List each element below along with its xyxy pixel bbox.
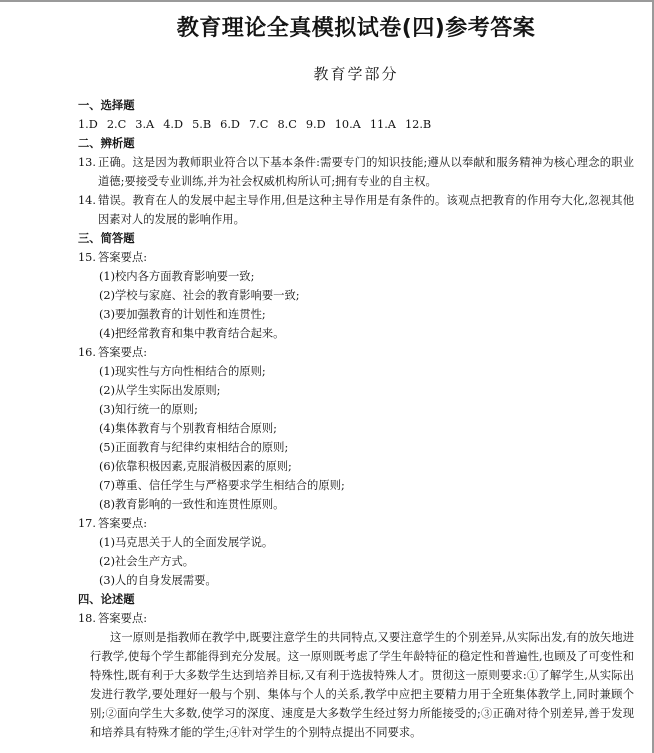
question-answer-text: 正确。这是因为教师职业符合以下基本条件:需要专门的知识技能;遵从以奉献和服务精神为核心理念的职业道德;要接受专业训练,并为社会权威机构所认可;拥有专业的自主权。 <box>98 156 634 188</box>
question-18 <box>78 609 634 628</box>
answer-lead: 答案要点: <box>98 346 147 359</box>
answer-content <box>78 96 634 742</box>
choice-answer: 3.A <box>135 118 155 131</box>
question-number: 16. <box>78 346 96 359</box>
question-15 <box>78 248 634 267</box>
answer-point: (2)学校与家庭、社会的教育影响要一致; <box>99 289 300 302</box>
document-title: 教育理论全真模拟试卷(四)参考答案 <box>176 16 536 41</box>
answer-point: (7)尊重、信任学生与严格要求学生相结合的原则; <box>99 479 345 492</box>
choice-answer: 4.D <box>163 118 184 131</box>
answer-point: (3)知行统一的原则; <box>99 403 198 416</box>
section-heading-short-answer: 三、简答题 <box>78 232 135 245</box>
choice-answer: 1.D <box>78 118 98 131</box>
question-number: 17. <box>78 517 96 530</box>
choice-answer: 8.C <box>277 118 297 131</box>
question-number: 18. <box>78 612 96 625</box>
answer-lead: 答案要点: <box>98 251 147 264</box>
question-number: 15. <box>78 251 96 264</box>
answer-point: (1)校内各方面教育影响要一致; <box>99 270 255 283</box>
answer-point: (1)现实性与方向性相结合的原则; <box>99 365 266 378</box>
answer-lead: 答案要点: <box>98 517 147 530</box>
answer-point: (2)从学生实际出发原则; <box>99 384 221 397</box>
answer-lead: 答案要点: <box>98 612 147 625</box>
choice-answer: 11.A <box>369 118 396 131</box>
section-subtitle: 教育学部分 <box>313 65 399 83</box>
question-answer-text: 错误。教育在人的发展中起主导作用,但是这种主导作用是有条件的。该观点把教育的作用夸大化,忽视其他因素对人的发展的影响作用。 <box>98 194 634 226</box>
choice-answer: 6.D <box>220 118 240 131</box>
question-16 <box>78 343 634 362</box>
essay-answer-text: 这一原则是指教师在教学中,既要注意学生的共同特点,又要注意学生的个别差异,从实际出发,有的放矢地进行教学,使每个学生都能得到充分发展。这一原则既考虑了学生年龄特征的稳定性和普遍性,也顾及了可变性和特殊性,既有利于大多数学生达到培养目标,又有利于选拔特殊人才。贯彻这一原则要求:①了解学生,从实际出发进行教学,要处理好一般与个别、集体与个人的关系,教学中应把主要精力用于全班集体教学上,同时兼顾个别;②面向学生大多数,使学习的深度、速度是大多数学生经过努力所能接受的;③正确对待个别差异,善于发现和培养具有特殊才能的学生;④针对学生的个别特点提出不同要求。 <box>90 631 634 739</box>
answer-point: (3)人的自身发展需要。 <box>99 574 217 587</box>
question-13 <box>78 153 634 191</box>
question-17 <box>78 514 634 533</box>
question-number: 13. <box>78 156 96 169</box>
choice-answer: 7.C <box>249 118 269 131</box>
question-14 <box>78 191 634 229</box>
answer-point: (2)社会生产方式。 <box>99 555 195 568</box>
choice-answer: 12.B <box>404 118 432 131</box>
answer-point: (5)正面教育与纪律约束相结合的原则; <box>99 441 289 454</box>
answer-point: (4)把经常教育和集中教育结合起来。 <box>99 327 285 340</box>
choice-answers <box>78 115 634 134</box>
section-heading-essay: 四、论述题 <box>78 593 135 606</box>
answer-point: (4)集体教育与个别教育相结合原则; <box>99 422 277 435</box>
choice-answer: 5.B <box>192 118 212 131</box>
choice-answer: 2.C <box>106 118 127 131</box>
section-heading-analysis: 二、辨析题 <box>78 137 135 150</box>
choice-answer: 9.D <box>305 118 326 131</box>
choice-answer: 10.A <box>334 118 361 131</box>
page-frame-top <box>0 0 654 2</box>
answer-point: (6)依靠积极因素,克服消极因素的原则; <box>99 460 292 473</box>
answer-point: (3)要加强教育的计划性和连贯性; <box>99 308 266 321</box>
answer-point: (8)教育影响的一致性和连贯性原则。 <box>99 498 285 511</box>
answer-point: (1)马克思关于人的全面发展学说。 <box>99 536 274 549</box>
question-number: 14. <box>78 194 96 207</box>
section-heading-choice: 一、选择题 <box>78 99 135 112</box>
